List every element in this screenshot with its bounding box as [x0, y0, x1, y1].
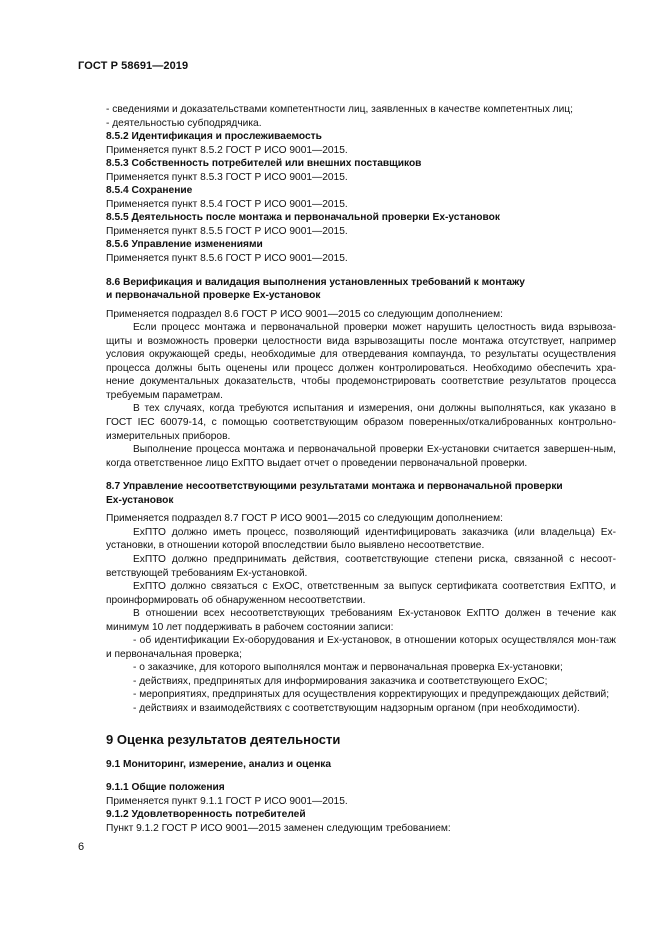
section-text: Применяется пункт 8.5.4 ГОСТ Р ИСО 9001—2015.	[106, 198, 348, 210]
section-heading-9-1-2: 9.1.2 Удовлетворенность потребителей	[106, 809, 306, 821]
section-heading-9-1-1: 9.1.1 Общие положения	[106, 782, 225, 794]
list-item: - об идентификации Ex-оборудования и Ex-установок, в отношении которых осуществлялся мон-таж и первоначальная проверка;	[106, 635, 616, 660]
paragraph: ЕхПТО должно связаться с ЕхОС, ответственным за выпуск сертификата соответствия ЕхПТО, и проинформировать об обнаруженном несоответствии.	[106, 581, 616, 606]
section-text: Применяется пункт 8.5.2 ГОСТ Р ИСО 9001—2015.	[106, 144, 348, 156]
section-heading-8-6-cont: и первоначальной проверке Ex-установок	[106, 290, 321, 302]
section-heading-8-6: 8.6 Верификация и валидация выполнения установленных требований к монтажу	[106, 276, 525, 288]
paragraph: ЕхПТО должно иметь процесс, позволяющий идентифицировать заказчика (или владельца) Ex-установки, в отношении которой впоследствии было выявлено несоответствие.	[106, 526, 616, 552]
section-heading-8-7: 8.7 Управление несоответствующими результатами монтажа и первоначальной проверки	[106, 481, 563, 493]
section-intro: Применяется подраздел 8.6 ГОСТ Р ИСО 9001—2015 со следующим дополнением:	[106, 308, 503, 320]
paragraph: Выполнение процесса монтажа и первоначальной проверки Ex-установки считается завершен-ным, когда ответственное лицо ЕхПТО выдает отчет о проведении первоначальной проверки.	[106, 444, 616, 469]
paragraph: В тех случаях, когда требуются испытания и измерения, они должны выполняться, как указано в ГОСТ IEC 60079-14, с помощью соответствующим образом поверенных/откалиброванных контрольно-измерительных приборов.	[106, 403, 616, 442]
list-item: - действиях и взаимодействиях с соответствующим надзорным органом (при необходимости).	[133, 702, 580, 714]
page-content	[106, 103, 616, 835]
section-heading-8-5-3: 8.5.3 Собственность потребителей или внешних поставщиков	[106, 158, 422, 170]
list-item: - мероприятиях, предпринятых для осуществления корректирующих и предупреждающих действий;	[133, 689, 610, 701]
section-heading-8-5-6: 8.5.6 Управление изменениями	[106, 239, 263, 251]
section-heading-8-5-2: 8.5.2 Идентификация и прослеживаемость	[106, 131, 322, 143]
paragraph: ЕхПТО должно предпринимать действия, соответствующие степени риска, связанной с несоот-ветствующей требованиям Ex-установкой.	[106, 553, 616, 579]
section-heading-8-7-cont: Ex-установок	[106, 494, 174, 506]
section-text: Применяется пункт 8.5.6 ГОСТ Р ИСО 9001—2015.	[106, 253, 348, 265]
chapter-heading-9: 9 Оценка результатов деятельности	[106, 731, 341, 747]
section-text: Применяется пункт 8.5.5 ГОСТ Р ИСО 9001—2015.	[106, 225, 348, 237]
list-item: - о заказчике, для которого выполнялся монтаж и первоначальная проверка Ex-установки;	[133, 662, 563, 674]
page-number: 6	[78, 841, 85, 853]
list-item: - действиях, предпринятых для информирования заказчика и соответствующего ЕхОС;	[133, 675, 548, 687]
section-text: Применяется пункт 9.1.1 ГОСТ Р ИСО 9001—2015.	[106, 795, 348, 807]
section-intro: Применяется подраздел 8.7 ГОСТ Р ИСО 9001—2015 со следующим дополнением:	[106, 513, 503, 525]
list-item: - сведениями и доказательствами компетентности лиц, заявленных в качестве компетентных лиц;	[106, 104, 573, 115]
paragraph: Если процесс монтажа и первоначальной проверки может нарушить целостность вида взрывоза-щиты и возможность проверки целостности вида взрывозащиты после монтажа отсутствует, например условия окружающей среды, необходимые для отвердевания компаунда, то результаты осуществления процесса должны быть оценены или процесс должен контролироваться. Необходимо обеспечить хра-нение документальных доказательств, чтобы продемонстрировать соответствие результатов процесса требуемым параметрам.	[106, 322, 616, 401]
section-heading-8-5-5: 8.5.5 Деятельность после монтажа и первоначальной проверки Ex-установок	[106, 212, 500, 224]
page-header: ГОСТ Р 58691—2019	[78, 60, 189, 72]
section-text: Пункт 9.1.2 ГОСТ Р ИСО 9001—2015 заменен следующим требованием:	[106, 822, 451, 834]
paragraph: В отношении всех несоответствующих требованиям Ex-установок ЕхПТО должен в течение как минимум 10 лет поддерживать в рабочем состоянии записи:	[106, 608, 616, 633]
section-heading-8-5-4: 8.5.4 Сохранение	[106, 185, 193, 197]
section-text: Применяется пункт 8.5.3 ГОСТ Р ИСО 9001—2015.	[106, 171, 348, 183]
list-item: - деятельностью субподрядчика.	[106, 117, 262, 129]
section-heading-9-1: 9.1 Мониторинг, измерение, анализ и оценка	[106, 758, 332, 770]
